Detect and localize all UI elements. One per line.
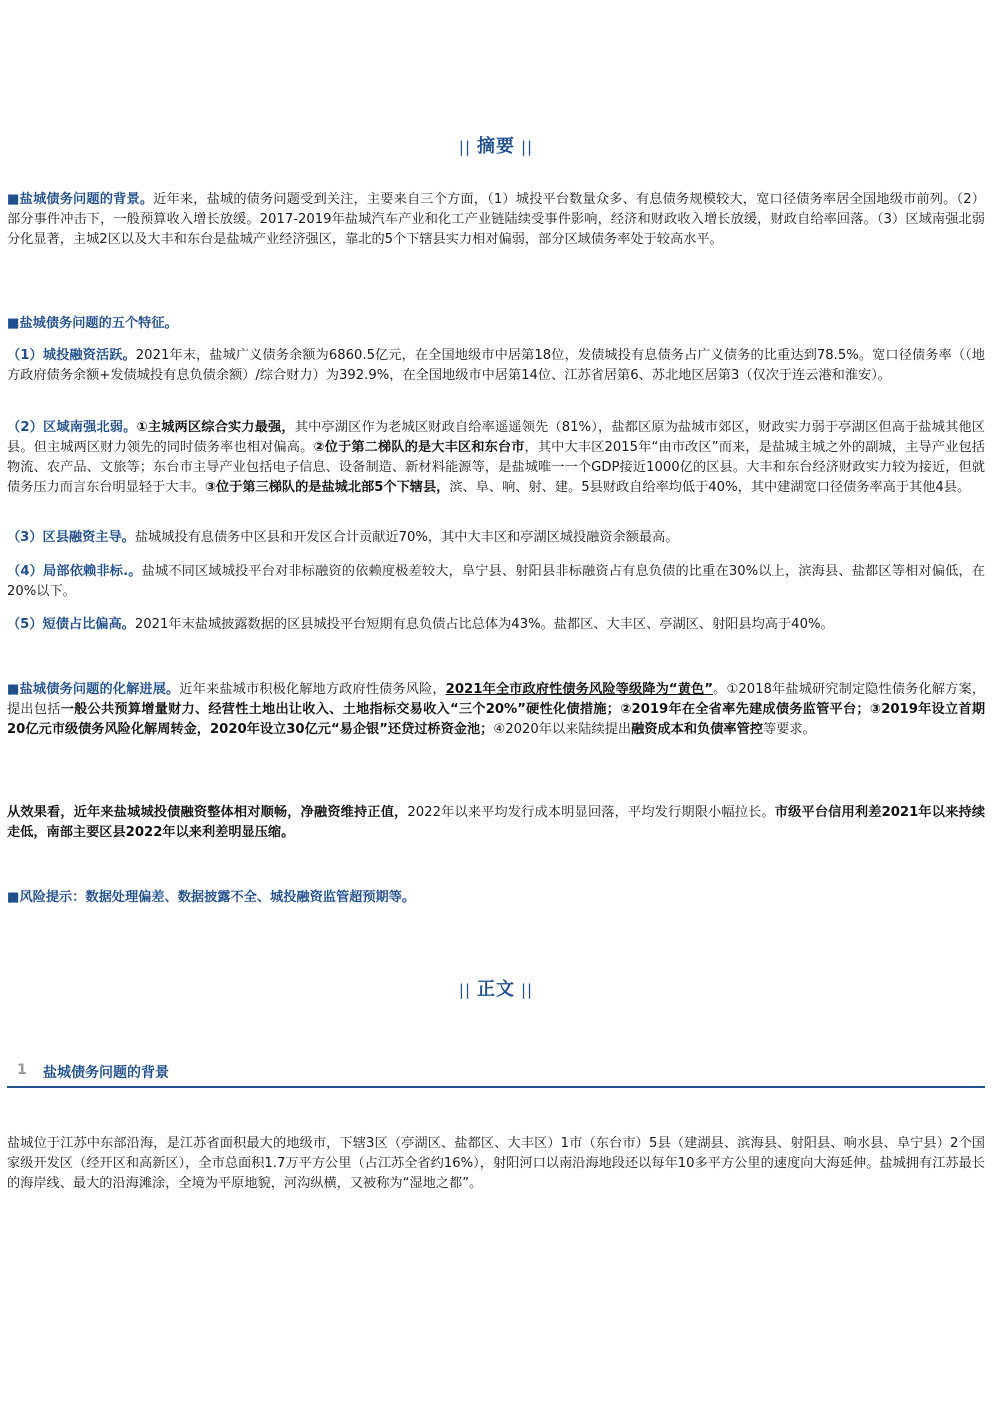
resolve-paragraph (7, 680, 985, 740)
feature-4-paragraph (7, 562, 985, 602)
feature-3-body: 盐城城投有息债务中区县和开发区合计贡献近70%，其中大丰区和亭湖区城投融资余额最高。 (134, 530, 679, 545)
section-1-paragraph (7, 1134, 985, 1194)
effect-bold-1: 从效果看，近年来盐城城投债融资整体相对顺畅，净融资维持正值， (7, 805, 408, 820)
feature-2-bold-3: ③位于第三梯队的是盐城北部5个下辖县， (204, 480, 450, 495)
main-title-bar-right: || (521, 981, 534, 999)
resolve-text-1: 近年来盐城市积极化解地方政府性债务风险， (179, 682, 446, 697)
resolve-text-3: ④2020年以来陆续提出 (493, 722, 632, 737)
resolve-underlined: 2021年全市政府性债务风险等级降为“黄色” (445, 682, 713, 697)
resolve-text-2: 。①2018年盐城研究制定隐性债务化解方案，提出包括 (7, 682, 985, 717)
feature-5-body: 2021年末盐城披露数据的区县城投平台短期有息负债占比总体为43%。盐都区、大丰区、亭湖区、射阳县均高于40%。 (134, 617, 834, 632)
main-title-text: 正文 (477, 979, 515, 1000)
feature-2-text-2: ，其中大丰区2015年“由市改区”而来，是盐城主城之外的副城，主导产业包括物流、农产品、文旅等；东台市主导产业包括电子信息、设备制造、新材料能源等，是盐城唯一一个GDP接近1000亿的区县。大丰和东台经济财政实力较为接近，但就债务压力而言东台明显轻于大丰。 (7, 440, 985, 495)
main-title (7, 975, 985, 1001)
resolve-bold-2: 融资成本和负债率管控 (631, 722, 763, 737)
section-1-heading (7, 1060, 985, 1088)
feature-5-paragraph (7, 615, 985, 635)
risk-paragraph (7, 888, 985, 908)
feature-1-paragraph (7, 346, 985, 386)
background-body: 近年来，盐城的债务问题受到关注，主要来自三个方面，（1）城投平台数量众多、有息债务规模较大，宽口径债务率居全国地级市前列。（2）部分事件冲击下，一般预算收入增长放缓。2017-2019年盐城汽车产业和化工产业链陆续受事件影响，经济和财政收入增长放缓，财政自给率回落。（3）区域南强北弱分化显著，主城2区以及大丰和东台是盐城产业经济强区，靠北的5个下辖县实力相对偏弱，部分区域债务率处于较高水平。 (7, 192, 985, 247)
feature-2-text-3: 滨、阜、响、射、建。5县财政自给率均低于40%，其中建湖宽口径债务率高于其他4县。 (449, 480, 971, 495)
title-bar-left: || (458, 138, 471, 156)
background-paragraph (7, 190, 985, 250)
main-title-bar-left: || (458, 981, 471, 999)
feature-5-heading: （5）短债占比偏高。 (7, 617, 135, 632)
feature-2-text-1: 其中亭湖区作为老城区财政自给率遥遥领先（81%），盐都区原为盐城市郊区，财政实力弱于亭湖区但高于盐城其他区县。但主城两区财力领先的同时债务率也相对偏高。 (7, 420, 985, 455)
background-heading: ■盐城债务问题的背景。 (7, 192, 154, 207)
section-1-title: 盐城债务问题的背景 (43, 1065, 169, 1081)
feature-2-paragraph (7, 418, 985, 498)
resolve-bold-1: 一般公共预算增量财力、经营性土地出让收入、土地指标交易收入“三个20%”硬性化债措施；②2019年在全省率先建成债务监管平台；③2019年设立首期20亿元市级债务风险化解周转金，2020年设立30亿元“易企银”还贷过桥资金池； (7, 702, 986, 737)
feature-2-bold-1: ①主城两区综合实力最强， (136, 420, 295, 435)
effect-paragraph (7, 803, 985, 843)
features-heading (7, 314, 985, 334)
summary-title (7, 132, 985, 158)
resolve-text-4: 等要求。 (762, 722, 816, 737)
feature-3-heading: （3）区县融资主导。 (7, 530, 135, 545)
feature-4-body: 盐城不同区域城投平台对非标融资的依赖度极差较大，阜宁县、射阳县非标融资占有息负债的比重在30%以上，滨海县、盐都区等相对偏低，在20%以下。 (7, 564, 986, 599)
resolve-heading: ■盐城债务问题的化解进展。 (7, 682, 180, 697)
effect-bold-2: 市级平台信用利差2021年以来持续走低，南部主要区县2022年以来利差明显压缩。 (7, 805, 986, 840)
section-1-number: 1 (17, 1062, 27, 1078)
title-bar-right: || (521, 138, 534, 156)
features-heading-text: ■盐城债务问题的五个特征。 (7, 316, 178, 331)
section-1-body: 盐城位于江苏中东部沿海，是江苏省面积最大的地级市，下辖3区（亭湖区、盐都区、大丰区）1市（东台市）5县（建湖县、滨海县、射阳县、响水县、阜宁县）2个国家级开发区（经开区和高新区），全市总面积1.7万平方公里（占江苏全省约16%），射阳河口以南沿海地段还以每年10多平方公里的速度向大海延伸。盐城拥有江苏最长的海岸线、最大的沿海滩涂，全境为平原地貌，河沟纵横，又被称为“湿地之都”。 (7, 1136, 985, 1191)
feature-4-heading: （4）局部依赖非标.。 (7, 564, 142, 579)
effect-text-1: 2022年以来平均发行成本明显回落，平均发行期限小幅拉长。 (407, 805, 775, 820)
summary-title-text: 摘要 (477, 136, 515, 157)
feature-2-bold-2: ②位于第二梯队的是大丰区和东台市 (313, 440, 525, 455)
feature-1-body: 2021年末，盐城广义债务余额为6860.5亿元，在全国地级市中居第18位，发债城投有息债务占广义债务的比重达到78.5%。宽口径债务率（（地方政府债务余额+发债城投有息负债余额）/综合财力）为392.9%，在全国地级市中居第14位、江苏省居第6、苏北地区居第3（仅次于连云港和淮安）。 (7, 348, 985, 383)
feature-1-heading: （1）城投融资活跃。 (7, 348, 136, 363)
risk-text: ■风险提示：数据处理偏差、数据披露不全、城投融资监管超预期等。 (7, 890, 416, 905)
feature-3-paragraph (7, 528, 985, 548)
feature-2-heading: （2）区域南强北弱。 (7, 420, 137, 435)
